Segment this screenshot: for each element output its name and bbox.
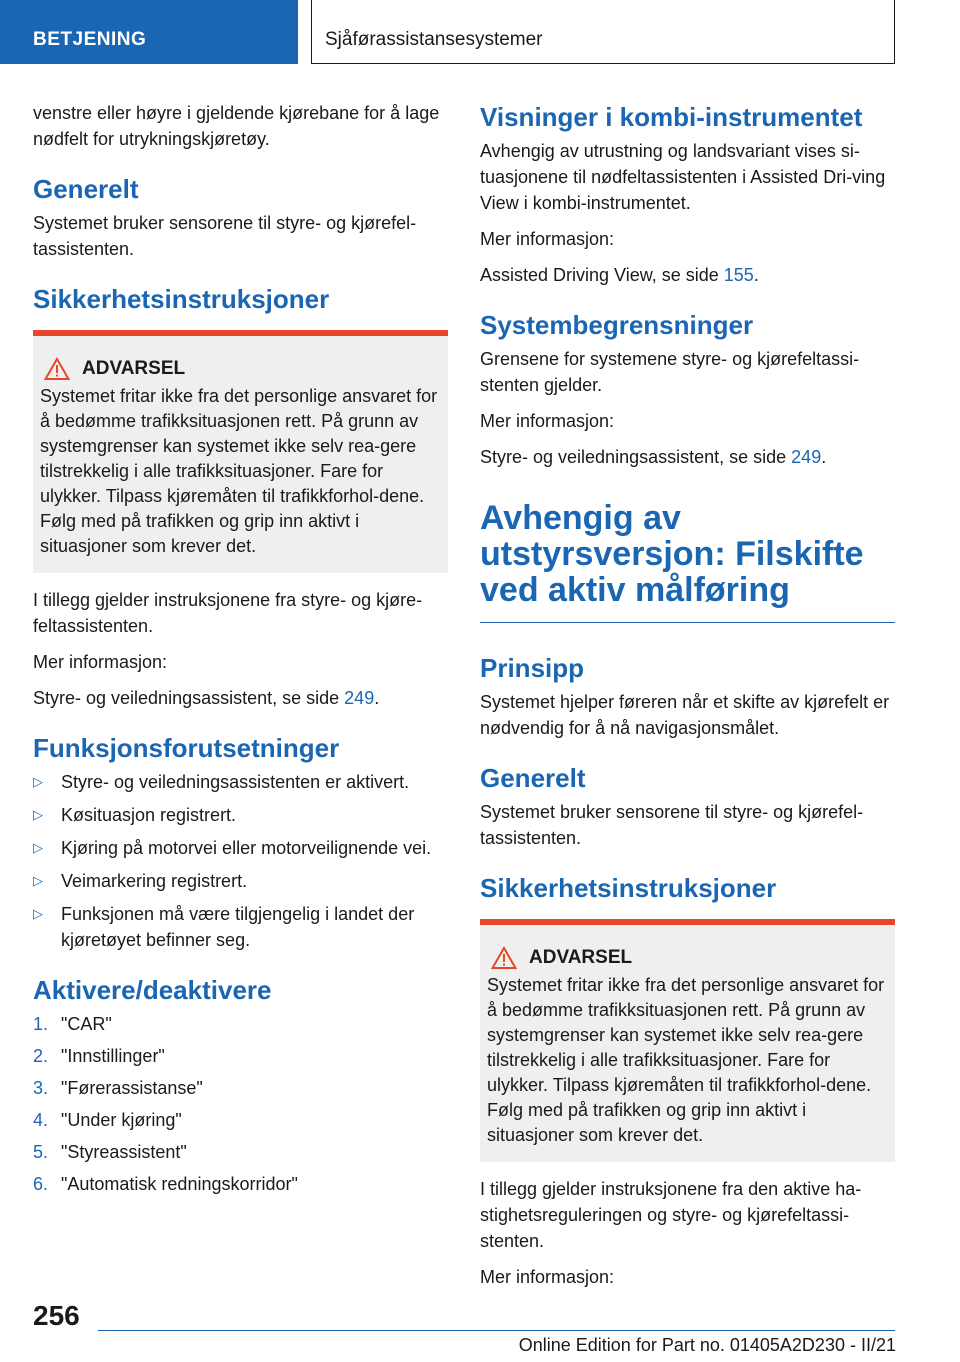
step-item: 3. "Førerassistanse" — [33, 1078, 203, 1098]
visninger-text: Avhengig av utrustning og landsvariant vises si-tuasjonene til nødfeltassistenten i Assisted Dri-ving View i kombi-instrumentet. — [480, 141, 886, 213]
section-main-title: Avhengig av utstyrsversjon: Filskifte ved aktiv målføring — [480, 499, 864, 609]
warning-title — [40, 356, 440, 382]
footer-edition-text: Online Edition for Part no. 01405A2D230 - II/21 — [518, 1335, 896, 1355]
triangle-bullet-icon: ▷ — [33, 873, 43, 888]
page-reference-link[interactable]: 249 — [791, 447, 822, 467]
warning-title-label: ADVARSEL — [82, 358, 186, 379]
right-column — [480, 100, 895, 1300]
begrensninger-text: Grensene for systemene styre- og kjørefeltassi-stenten gjelder. — [480, 349, 860, 395]
more-info-label: Mer informasjon: — [480, 411, 615, 431]
list-item: ▷ Køsituasjon registrert. — [33, 802, 448, 828]
page-reference-link[interactable]: 155 — [723, 265, 754, 285]
heading-sikkerhet: Sikkerhetsinstruksjoner — [480, 873, 777, 903]
sikkerhet-after-text: I tillegg gjelder instruksjonene fra den aktive ha-stighetsreguleringen og styre- og kjørefeltassi-stenten. — [480, 1179, 862, 1251]
left-column — [33, 100, 448, 1203]
triangle-bullet-icon: ▷ — [33, 774, 43, 789]
heading-sikkerhet: Sikkerhetsinstruksjoner — [33, 284, 330, 314]
list-item: ▷ Veimarkering registrert. — [33, 868, 448, 894]
warning-triangle-icon — [491, 946, 517, 970]
list-item: ▷ Kjøring på motorvei eller motorveilignende vei. — [33, 835, 448, 861]
page-number: 256 — [33, 1300, 80, 1331]
warning-title — [487, 945, 887, 971]
step-item: 6. "Automatisk redningskorridor" — [33, 1174, 298, 1194]
header-section-tab: BETJENING — [0, 0, 298, 64]
prinsipp-text: Systemet hjelper føreren når et skifte av kjørefelt er nødvendig for å nå navigasjonsmålet. — [480, 692, 890, 738]
triangle-bullet-icon: ▷ — [33, 807, 43, 822]
triangle-bullet-icon: ▷ — [33, 840, 43, 855]
steps-list — [33, 1011, 448, 1197]
step-item: 4. "Under kjøring" — [33, 1110, 182, 1130]
list-item: ▷ Funksjonen må være tilgjengelig i landet der kjøretøyet befinner seg. — [33, 901, 448, 953]
more-info-label: Mer informasjon: — [480, 229, 615, 249]
heading-prinsipp: Prinsipp — [480, 653, 585, 683]
heading-aktivere: Aktivere/deaktivere — [33, 975, 272, 1005]
warning-box — [480, 919, 895, 1162]
warning-triangle-icon — [44, 357, 70, 381]
header-chapter-title: Sjåførassistansesystemer — [311, 0, 895, 64]
reference-paragraph: Assisted Driving View, se side 155. — [480, 265, 759, 285]
footer-divider — [98, 1330, 895, 1331]
step-item: 2. "Innstillinger" — [33, 1046, 165, 1066]
heading-generelt: Generelt — [480, 763, 586, 793]
warning-title-label: ADVARSEL — [529, 947, 633, 968]
reference-paragraph: Styre- og veiledningsassistent, se side 249. — [33, 688, 380, 708]
step-item: 5. "Styreassistent" — [33, 1142, 187, 1162]
triangle-bullet-icon: ▷ — [33, 906, 43, 921]
heading-visninger: Visninger i kombi-instrumentet — [480, 102, 863, 132]
page-reference-link[interactable]: 249 — [344, 688, 375, 708]
warning-text: Systemet fritar ikke fra det personlige ansvaret for å bedømme trafikksituasjonen rett. På grunn av systemgrenser kan systemet ikke selv rea-gere tilstrekkelig i alle trafikksituasjoner. Fare for ulykker. Tilpass kjøremåten til trafikkforhol-dene. Følg med på trafikken og grip inn aktivt i situasjoner som krever det. — [487, 975, 885, 1145]
heading-generelt: Generelt — [33, 174, 139, 204]
title-divider — [480, 622, 895, 623]
heading-begrensninger: Systembegrensninger — [480, 310, 754, 340]
more-info-label: Mer informasjon: — [33, 652, 168, 672]
generelt-text: Systemet bruker sensorene til styre- og kjørefel-tassistenten. — [480, 802, 864, 848]
reference-paragraph: Styre- og veiledningsassistent, se side 249. — [480, 447, 827, 467]
intro-paragraph: venstre eller høyre i gjeldende kjørebane for å lage nødfelt for utrykningskjøretøy. — [33, 103, 440, 149]
list-item: ▷ Styre- og veiledningsassistenten er aktivert. — [33, 769, 448, 795]
generelt-text: Systemet bruker sensorene til styre- og kjørefel-tassistenten. — [33, 213, 417, 259]
warning-box — [33, 330, 448, 573]
sikkerhet-after-text: I tillegg gjelder instruksjonene fra styre- og kjøre-feltassistenten. — [33, 590, 423, 636]
more-info-label: Mer informasjon: — [480, 1267, 615, 1287]
warning-text: Systemet fritar ikke fra det personlige ansvaret for å bedømme trafikksituasjonen rett. På grunn av systemgrenser kan systemet ikke selv rea-gere tilstrekkelig i alle trafikksituasjoner. Fare for ulykker. Tilpass kjøremåten til trafikkforhol-dene. Følg med på trafikken og grip inn aktivt i situasjoner som krever det. — [40, 386, 438, 556]
step-item: 1. "CAR" — [33, 1014, 112, 1034]
heading-forutsetninger: Funksjonsforutsetninger — [33, 733, 340, 763]
requirements-list — [33, 769, 448, 953]
